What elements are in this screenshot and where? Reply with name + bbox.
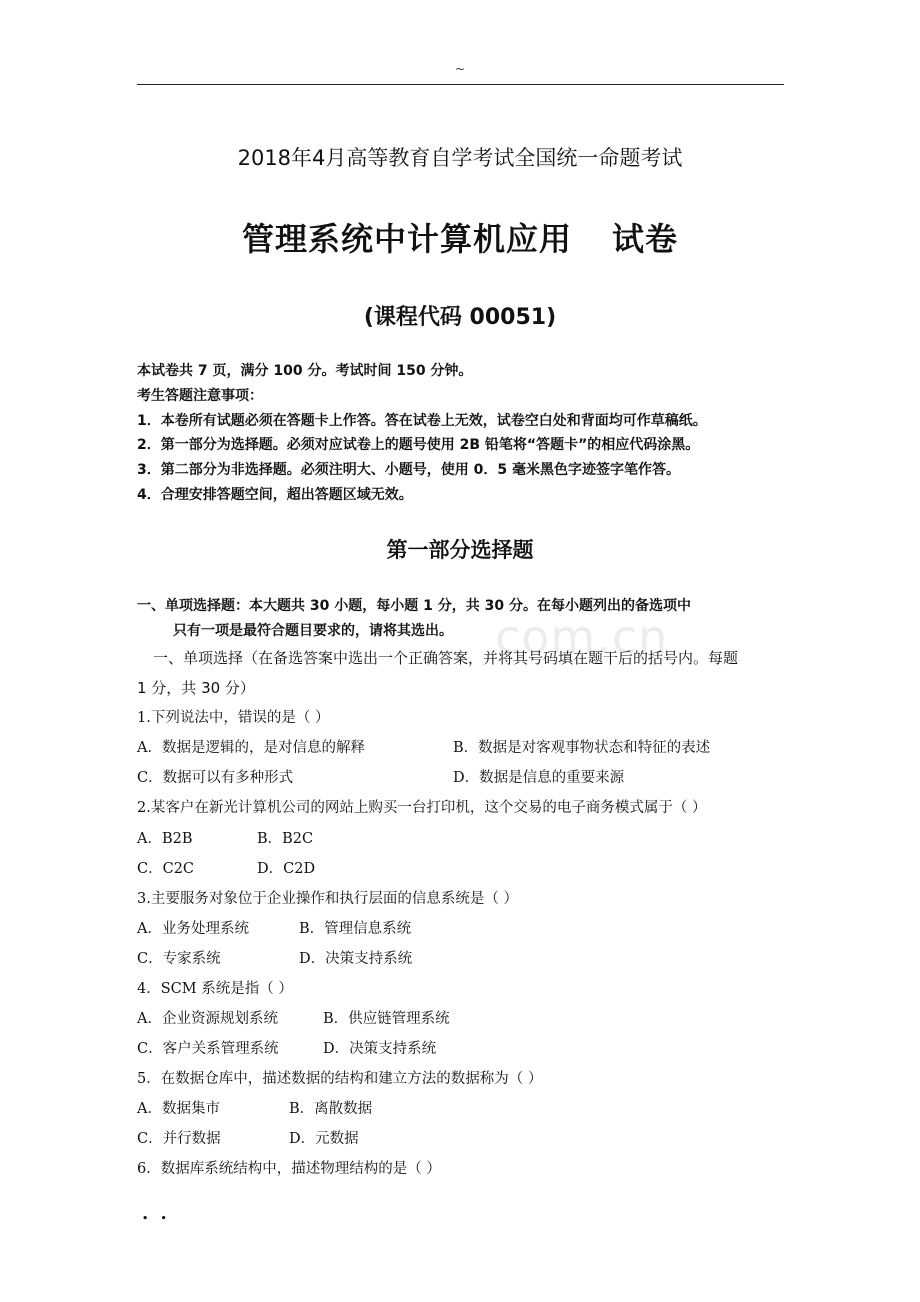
option-b: B．离散数据 [289, 1101, 373, 1117]
paper-title-name: 管理系统中计算机应用 [241, 220, 572, 258]
option-d: D．C2D [257, 861, 316, 877]
option-d: D．决策支持系统 [299, 951, 413, 967]
course-code: (课程代码 00051) [363, 305, 557, 330]
option-c: C．并行数据 [137, 1131, 221, 1147]
option-c: C．客户关系管理系统 [137, 1041, 279, 1057]
notice-item: 3．第二部分为非选择题。必须注明大、小题号，使用 0．5 毫米黑色字迹签字笔作答。 [137, 462, 680, 478]
option-c: C．数据可以有多种形式 [137, 770, 294, 786]
exam-name: 2018年4月高等教育自学考试全国统一命题考试 [237, 146, 683, 170]
option-a: A．业务处理系统 [137, 921, 249, 937]
intro-line: 本试卷共 7 页，满分 100 分。考试时间 150 分钟。 [137, 363, 473, 379]
question-stem: 1.下列说法中，错误的是（ ） [137, 710, 330, 726]
question-stem: 3.主要服务对象位于企业操作和执行层面的信息系统是（ ） [137, 891, 518, 907]
option-a: A．B2B [137, 831, 193, 847]
option-a: A．数据集市 [137, 1101, 220, 1117]
watermark: com.cn [495, 610, 669, 664]
option-b: B．管理信息系统 [299, 921, 412, 937]
question-stem: 2.某客户在新光计算机公司的网站上购买一台打印机，这个交易的电子商务模式属于（ ） [137, 800, 707, 816]
notice-item: 1．本卷所有试题必须在答题卡上作答。答在试卷上无效，试卷空白处和背面均可作草稿纸。 [137, 413, 707, 429]
option-b: B．数据是对客观事物状态和特征的表述 [453, 740, 711, 756]
section-subheading-cont: 1 分，共 30 分） [137, 679, 255, 697]
header-rule [137, 84, 784, 85]
option-c: C．专家系统 [137, 951, 221, 967]
notice-title: 考生答题注意事项： [137, 388, 263, 404]
option-d: D．元数据 [289, 1131, 359, 1147]
option-b: B．B2C [257, 831, 314, 847]
paper-title-suffix: 试卷 [612, 220, 679, 258]
option-c: C．C2C [137, 861, 195, 877]
footer-dots: . . [142, 1203, 170, 1224]
option-a: A．企业资源规划系统 [137, 1011, 278, 1027]
paper-title [0, 214, 920, 260]
header-mark: ~ [454, 62, 466, 76]
section-heading: 一、单项选择题：本大题共 30 小题，每小题 1 分，共 30 分。在每小题列出的备选项中 [137, 598, 691, 614]
question-stem: 4．SCM 系统是指（ ） [137, 981, 293, 997]
question-stem: 6．数据库系统结构中，描述物理结构的是（ ） [137, 1161, 441, 1177]
part-title: 第一部分选择题 [386, 538, 534, 562]
section-heading-cont: 只有一项是最符合题目要求的，请将其选出。 [173, 623, 453, 639]
option-d: D．数据是信息的重要来源 [453, 770, 625, 786]
notice-item: 4．合理安排答题空间，超出答题区域无效。 [137, 487, 413, 503]
notice-item: 2．第一部分为选择题。必须对应试卷上的题号使用 2B 铅笔将“答题卡”的相应代码涂黑。 [137, 437, 700, 453]
option-d: D．决策支持系统 [323, 1041, 437, 1057]
option-a: A．数据是逻辑的，是对信息的解释 [137, 740, 365, 756]
option-b: B．供应链管理系统 [323, 1011, 450, 1027]
section-subheading: 一、单项选择（在备选答案中选出一个正确答案，并将其号码填在题干后的括号内。每题 [153, 649, 739, 667]
question-stem: 5．在数据仓库中，描述数据的结构和建立方法的数据称为（ ） [137, 1071, 543, 1087]
